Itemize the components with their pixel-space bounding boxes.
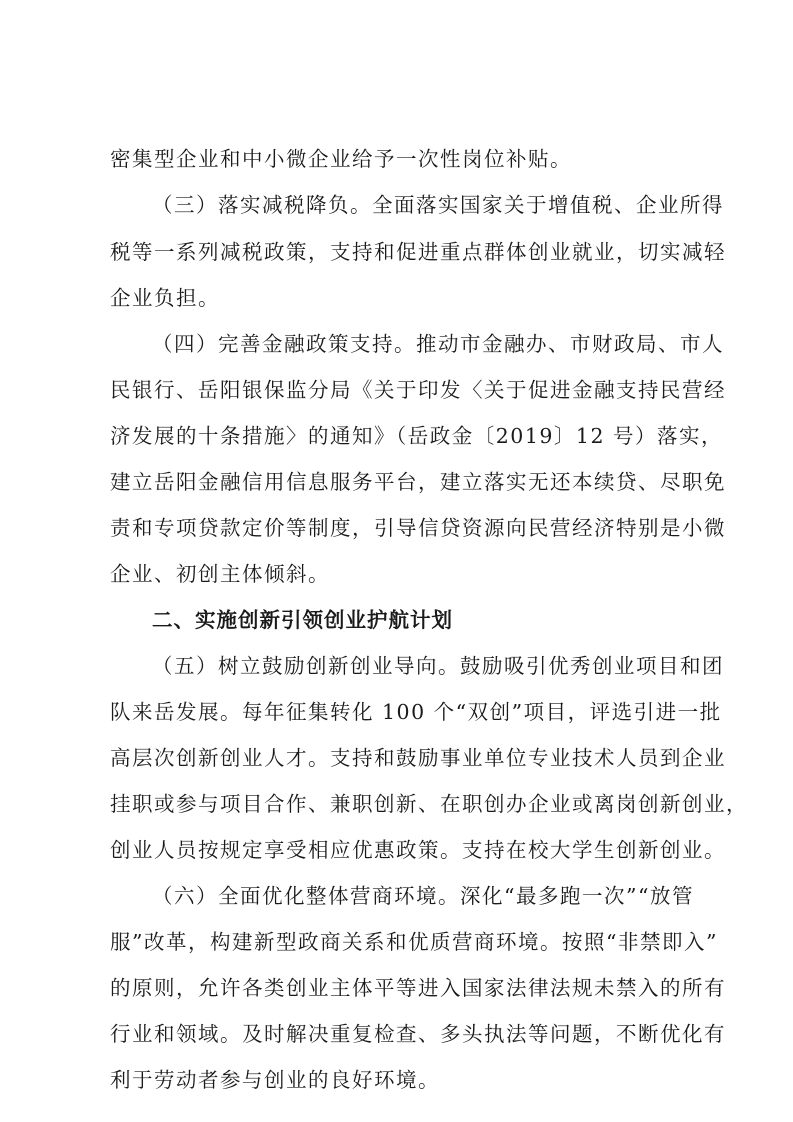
- text-line: 民银行、岳阳银保监分局《关于印发〈关于促进金融支持民营经: [110, 378, 726, 402]
- text-line: 企业、初创主体倾斜。: [110, 562, 330, 586]
- text-line: 企业负担。: [110, 286, 220, 310]
- text-line: （四）完善金融政策支持。推动市金融办、市财政局、市人: [152, 332, 724, 356]
- text-line: 税等一系列减税政策，支持和促进重点群体创业就业，切实减轻: [110, 240, 726, 264]
- text-line: 密集型企业和中小微企业给予一次性岗位补贴。: [110, 147, 572, 171]
- text-line: 行业和领域。及时解决重复检查、多头执法等问题，不断优化有: [110, 1022, 726, 1046]
- text-line: 的原则，允许各类创业主体平等进入国家法律法规未禁入的所有: [110, 976, 726, 1000]
- text-line: （六）全面优化整体营商环境。深化“最多跑一次”“放管: [152, 884, 694, 908]
- text-line: 济发展的十条措施〉的通知》（岳政金〔2019〕12 号）落实，: [110, 424, 724, 448]
- text-line: 服”改革，构建新型政商关系和优质营商环境。按照“非禁即入”: [110, 930, 718, 954]
- text-line: 队来岳发展。每年征集转化 100 个“双创”项目，评选引进一批: [110, 700, 722, 724]
- text-line: （五）树立鼓励创新创业导向。鼓励吸引优秀创业项目和团: [152, 654, 724, 678]
- text-line: 责和专项贷款定价等制度，引导信贷资源向民营经济特别是小微: [110, 516, 726, 540]
- text-line: 利于劳动者参与创业的良好环境。: [110, 1068, 440, 1092]
- text-line: （三）落实减税降负。全面落实国家关于增值税、企业所得: [152, 193, 724, 217]
- text-line: 挂职或参与项目合作、兼职创新、在职创办企业或离岗创新创业，: [110, 792, 748, 816]
- section-heading: 二、实施创新引领创业护航计划: [152, 608, 453, 632]
- text-line: 创业人员按规定享受相应优惠政策。支持在校大学生创新创业。: [110, 838, 726, 862]
- text-line: 建立岳阳金融信用信息服务平台，建立落实无还本续贷、尽职免: [110, 470, 726, 494]
- text-line: 高层次创新创业人才。支持和鼓励事业单位专业技术人员到企业: [110, 746, 726, 770]
